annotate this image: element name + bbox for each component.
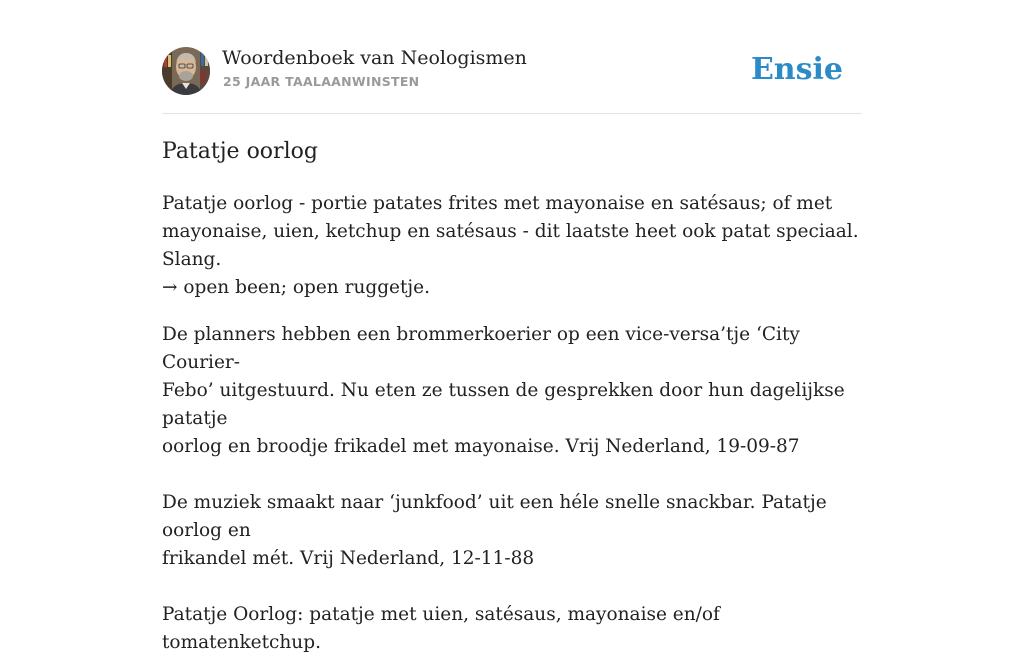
quote-line: oorlog en broodje frikadel met mayonaise. Vrij Nederland, 19-09-87 [162, 436, 800, 457]
page-header [162, 46, 862, 96]
definition-line: mayonaise, uien, ketchup en satésaus - dit laatste heet ook patat speciaal. Slang. [162, 221, 859, 270]
author-name[interactable]: Woordenboek van Neologismen [222, 47, 527, 69]
quote-spacer [162, 573, 862, 601]
page-title: Patatje oorlog [162, 139, 318, 164]
brand-logo[interactable]: Ensie [750, 52, 843, 87]
definition-line: Patatje oorlog - portie patates frites met mayonaise en satésaus; of met [162, 193, 833, 214]
quote-line: De muziek smaakt naar ‘junkfood’ uit een héle snelle snackbar. Patatje oorlog en [162, 492, 827, 541]
quote-line: Febo’ uitgestuurd. Nu eten ze tussen de gesprekken door hun dagelijkse patatje [162, 380, 845, 429]
author-avatar[interactable] [162, 47, 210, 95]
definition-paragraph [162, 190, 862, 302]
header-divider [162, 113, 862, 114]
article-body [162, 190, 862, 657]
quote-line: De planners hebben een brommerkoerier op een vice-versa’tje ‘City Courier- [162, 324, 800, 373]
quote-spacer [162, 461, 862, 489]
quote-line: frikandel mét. Vrij Nederland, 12-11-88 [162, 548, 535, 569]
author-portrait-image [162, 47, 210, 95]
author-subtitle: 25 JAAR TAALAANWINSTEN [223, 74, 420, 89]
citation-quote [162, 321, 862, 461]
definition-line: → open been; open ruggetje. [162, 277, 430, 298]
citation-quote [162, 601, 862, 657]
quote-line: Patatje Oorlog: patatje met uien, satésaus, mayonaise en/of tomatenketchup. [162, 604, 720, 653]
citation-quote [162, 489, 862, 573]
